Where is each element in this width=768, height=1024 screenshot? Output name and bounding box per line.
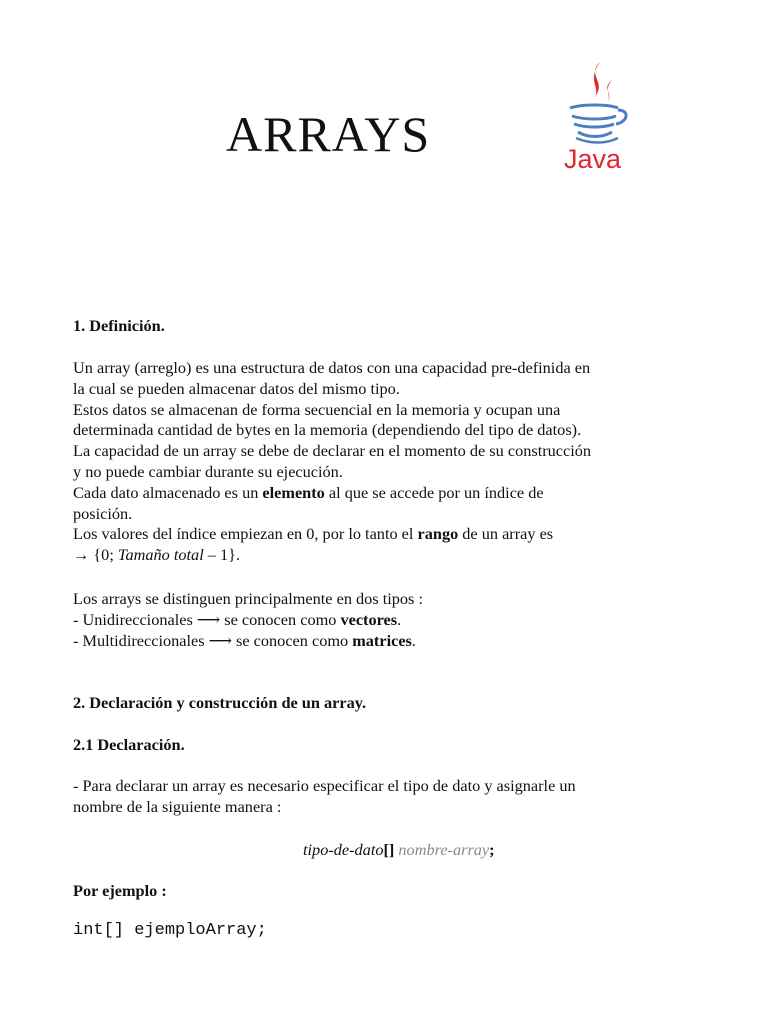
paragraph-line: y no puede cambiar durante su ejecución. (73, 461, 343, 481)
syntax-brackets: [] (383, 840, 395, 859)
java-logo-text: Java (564, 144, 622, 174)
paragraph-line: Un array (arreglo) es una estructura de datos con una capacidad pre-definida en (73, 358, 591, 377)
section-2-heading-block (73, 693, 703, 714)
paragraph-line: la cual se pueden almacenar datos del mismo tipo. (73, 378, 400, 398)
section-2-heading: 2. Declaración y construcción de un array. (73, 693, 367, 712)
types-intro: Los arrays se distinguen principalmente en dos tipos : (73, 589, 423, 608)
elemento-term: elemento (262, 482, 325, 502)
paragraph-line: La capacidad de un array se debe de declarar en el momento de su construcción (73, 441, 592, 461)
paragraph-line: Estos datos se almacenan de forma secuencial en la memoria y ocupan una (73, 399, 561, 419)
syntax-line (73, 840, 533, 861)
paragraph-line: determinada cantidad de bytes en la memoria (dependiendo del tipo de datos). (73, 420, 582, 440)
definition-paragraph (73, 358, 703, 566)
rango-line: Los valores del índice empiezan en 0, por lo tanto el rango de un array es (73, 524, 554, 544)
syntax-type: tipo-de-dato (303, 840, 384, 859)
java-logo-icon (556, 58, 636, 178)
paragraph-line: posición. (73, 503, 133, 523)
paragraph-line: nombre de la siguiente manera : (73, 796, 282, 816)
example-label-block (73, 881, 703, 902)
syntax-name: nombre-array (398, 840, 490, 859)
syntax-semicolon: ; (489, 840, 495, 859)
subsection-heading-block (73, 735, 703, 756)
code-example (73, 921, 703, 942)
section-1 (73, 316, 703, 337)
elemento-line: Cada dato almacenado es un elemento al que se accede por un índice de (73, 482, 544, 502)
type-item: - Unidireccionales ⟶ se conocen como vectores. (73, 609, 402, 629)
code-line: int[] ejemploArray; (73, 921, 267, 940)
rango-term: rango (417, 524, 459, 544)
paragraph-line: - Para declarar un array es necesario especificar el tipo de dato y asignarle un (73, 776, 576, 795)
type-item: - Multidireccionales ⟶ se conocen como matrices. (73, 630, 416, 650)
example-label: Por ejemplo : (73, 881, 167, 900)
declaration-description (73, 776, 703, 818)
page-title: ARRAYS (226, 106, 431, 162)
subsection-2-1-heading: 2.1 Declaración. (73, 735, 185, 754)
section-1-heading: 1. Definición. (73, 316, 165, 335)
range-expression: → {0; Tamaño total – 1}. (73, 545, 241, 565)
types-list (73, 589, 703, 651)
